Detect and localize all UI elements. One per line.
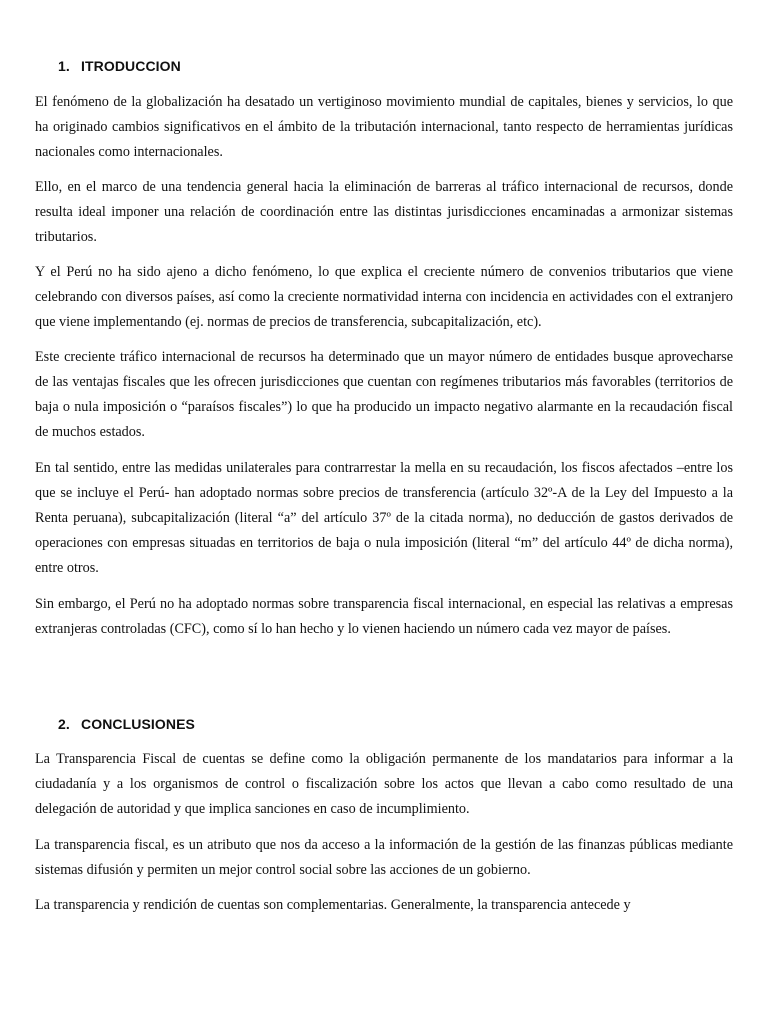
- paragraph: El fenómeno de la globalización ha desatado un vertiginoso movimiento mundial de capitales, bienes y servicios, lo que ha originado cambios significativos en el ámbito de la tributación internacional, tanto respecto de herramientas jurídicas nacionales como internacionales.: [35, 94, 733, 160]
- section-heading-introduccion: [58, 58, 181, 74]
- paragraph: Y el Perú no ha sido ajeno a dicho fenómeno, lo que explica el creciente número de convenios tributarios que viene celebrando con diversos países, así como la creciente normatividad interna con incidencia en actividades con el extranjero que viene implementando (ej. normas de precios de transferencia, subcapitalización, etc).: [35, 264, 733, 330]
- section-title: ITRODUCCION: [81, 58, 181, 74]
- section-title: CONCLUSIONES: [81, 716, 195, 732]
- section-heading-conclusiones: [58, 716, 195, 732]
- paragraph: Este creciente tráfico internacional de recursos ha determinado que un mayor número de entidades busque aprovecharse de las ventajas fiscales que les ofrecen jurisdicciones que cuentan con regímenes tributarios más favorables (territorios de baja o nula imposición o “paraísos fiscales”) lo que ha producido un impacto negativo alarmante en la recaudación fiscal de muchos estados.: [35, 349, 733, 440]
- paragraph: La transparencia y rendición de cuentas son complementarias. Generalmente, la transparencia antecede y: [35, 897, 631, 913]
- paragraph: La Transparencia Fiscal de cuentas se define como la obligación permanente de los mandatarios para informar a la ciudadanía y a los organismos de control o fiscalización sobre los actos que llevan a cabo como resultado de una delegación de autoridad y que implica sanciones en caso de incumplimiento.: [35, 751, 733, 817]
- paragraph: En tal sentido, entre las medidas unilaterales para contrarrestar la mella en su recaudación, los fiscos afectados –entre los que se incluye el Perú- han adoptado normas sobre precios de transferencia (artículo 32º-A de la Ley del Impuesto a la Renta peruana), subcapitalización (literal “a” del artículo 37º de la citada norma), no deducción de gastos derivados de operaciones con empresas situadas en territorios de baja o nula imposición (literal “m” del artículo 44º de dicha norma), entre otros.: [35, 460, 733, 576]
- paragraph: La transparencia fiscal, es un atributo que nos da acceso a la información de la gestión de las finanzas públicas mediante sistemas difusión y permiten un mejor control social sobre las acciones de un gobierno.: [35, 837, 733, 878]
- section-number: 2.: [58, 716, 70, 732]
- paragraph: Sin embargo, el Perú no ha adoptado normas sobre transparencia fiscal internacional, en especial las relativas a empresas extranjeras controladas (CFC), como sí lo han hecho y lo vienen haciendo un número cada vez mayor de países.: [35, 596, 733, 637]
- paragraph: Ello, en el marco de una tendencia general hacia la eliminación de barreras al tráfico internacional de recursos, donde resulta ideal imponer una relación de coordinación entre las distintas jurisdicciones encaminadas a armonizar sistemas tributarios.: [35, 179, 733, 245]
- section-number: 1.: [58, 58, 70, 74]
